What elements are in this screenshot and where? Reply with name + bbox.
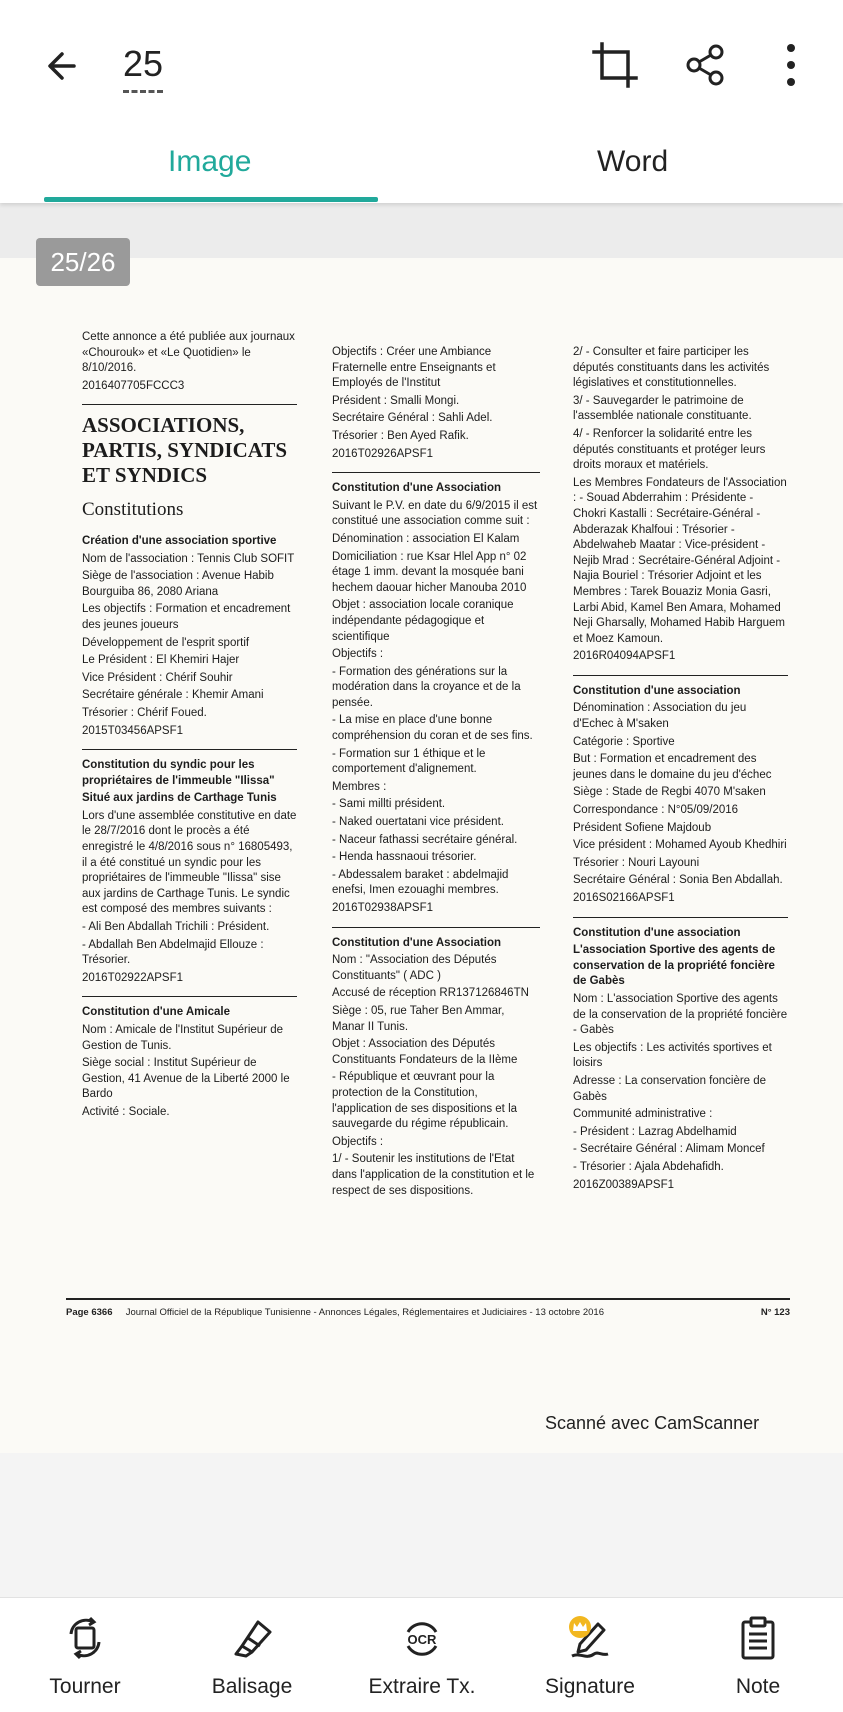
notice-line: - La mise en place d'une bonne compréhension du coran et de ses fins. <box>332 714 533 743</box>
notice-line: - Formation des générations sur la modération dans la croyance et de la pensée. <box>332 665 521 709</box>
notice-line: Nom : L'association Sportive des agents de la conservation de la propriété foncière - Gabès <box>573 992 788 1037</box>
notice-line: Trésorier : Chérif Foued. <box>82 706 207 719</box>
notice-line: - République et œuvrant pour la protection de la Constitution, l'application de ses dispositions et la sauvegarde du régime républicain. <box>332 1071 518 1131</box>
notice-line: Trésorier : Ben Ayed Rafik. <box>332 429 469 442</box>
ref-code: 2016T02938APSF1 <box>332 902 434 914</box>
notice-line: - Sami millti président. <box>332 798 446 811</box>
notice-line: 4/ - Renforcer la solidarité entre les députés constituants et protéger leurs droits moraux et matériels. <box>573 427 766 472</box>
svg-text:OCR: OCR <box>407 1632 437 1647</box>
notice-title: Constitution d'une Amicale <box>82 1006 230 1019</box>
notice-line: 1/ - Soutenir les institutions de l'Etat dans l'application de la constitution et le respect de ses dispositions. <box>332 1153 535 1197</box>
notice-line: Les objectifs : Formation et encadrement des jeunes joueurs <box>82 603 291 631</box>
active-tab-indicator <box>44 197 378 202</box>
share-icon[interactable] <box>680 40 730 90</box>
notice-title: Constitution d'une Association <box>332 936 502 949</box>
tab-image[interactable]: Image <box>168 145 252 178</box>
notice-line: Trésorier : Nouri Layouni <box>573 856 700 869</box>
top-bar <box>0 0 843 203</box>
notice-title: Constitution d'une association <box>573 926 741 939</box>
notice-line: Domiciliation : rue Ksar Hlel App n° 02 étage 1 imm. devant la mosquée bani hechem daouar hicher Manouba 2010 <box>332 550 527 594</box>
signature-label: Signature <box>545 1675 635 1698</box>
rotate-icon <box>63 1616 107 1660</box>
notice-line: Secrétaire Général : Sonia Ben Abdallah. <box>573 874 783 887</box>
tab-word[interactable]: Word <box>597 145 669 178</box>
notice-line: Siège social : Institut Supérieur de Gestion, 41 Avenue de la Liberté 2000 le Bardo <box>82 1057 290 1101</box>
notice-line: Développement de l'esprit sportif <box>82 636 250 649</box>
rotate-button[interactable] <box>10 1598 160 1712</box>
notice-line: Dénomination : Association du jeu d'Echec à M'saken <box>573 702 747 731</box>
notice-line: 3/ - Sauvegarder le patrimoine de l'assemblée nationale constituante. <box>573 394 752 423</box>
notice-subtitle: L'association Sportive des agents de conservation de la propriété foncière de Gabès <box>573 944 776 988</box>
notice-line: - Formation sur 1 éthique et le comportement d'alignement. <box>332 747 486 776</box>
ocr-icon <box>400 1616 444 1660</box>
doc-column-2 <box>332 345 540 1201</box>
footer-journal: Journal Officiel de la République Tunisienne - Annonces Légales, Réglementaires et Judiciaires - 13 octobre 2016 <box>125 1307 604 1318</box>
notice-line: Président : Smalli Mongi. <box>332 394 460 407</box>
ref-code: 2016S02166APSF1 <box>573 892 675 904</box>
notice-line: Vice président : Mohamed Ayoub Khedhiri <box>573 839 787 852</box>
notice-line: Dénomination : association El Kalam <box>332 532 520 545</box>
ocr-label: Extraire Tx. <box>368 1675 476 1698</box>
notice-line: Secrétaire Général : Sahli Adel. <box>332 412 493 425</box>
notice-line: 2/ - Consulter et faire participer les députés constituants dans les activités législatives et constitutionnelles. <box>573 346 770 390</box>
notice-line: - Henda hassnaoui trésorier. <box>332 851 477 864</box>
notice-line: Objectifs : <box>332 1135 384 1148</box>
notice-line: Président Sofiene Majdoub <box>573 821 712 834</box>
notice-line: Les objectifs : Les activités sportives et loisirs <box>573 1041 772 1070</box>
ref-code: 2015T03456APSF1 <box>82 724 184 737</box>
note-button[interactable] <box>683 1598 833 1712</box>
notice-line: Activité : Sociale. <box>82 1105 170 1118</box>
notice-line: Siège de l'association : Avenue Habib Bourguiba 86, 2080 Ariana <box>82 570 274 598</box>
doc-column-1 <box>82 330 297 1123</box>
notice-line: Accusé de réception RR137126846TN <box>332 987 529 1000</box>
page-footer <box>66 1307 790 1318</box>
notice-line: Nom : Amicale de l'Institut Supérieur de Gestion de Tunis. <box>82 1024 283 1052</box>
back-arrow-icon[interactable] <box>44 44 88 88</box>
camscanner-watermark: Scanné avec CamScanner <box>545 1413 760 1433</box>
rotate-label: Tourner <box>49 1675 121 1698</box>
page-counter-badge: 25/26 <box>36 238 130 286</box>
section-heading: ASSOCIATIONS, PARTIS, SYNDICATS ET SYNDICS <box>82 413 288 488</box>
note-clipboard-icon <box>736 1616 780 1660</box>
bottom-toolbar <box>0 1597 843 1712</box>
highlighter-icon <box>230 1616 274 1660</box>
ref-code: 2016407705FCCC3 <box>82 379 185 392</box>
notice-line: Objet : association locale coranique indépendante pédagogique et scientifique <box>332 599 514 643</box>
doc-column-3 <box>573 345 788 1195</box>
footer-rule <box>66 1298 790 1300</box>
notice-line: Catégorie : Sportive <box>573 735 675 748</box>
notice-line: - Abdallah Ben Abdelmajid Ellouze : Trésorier. <box>82 938 264 967</box>
notice-title: Constitution d'une Association <box>332 482 502 495</box>
notice-line: Le Président : El Khemiri Hajer <box>82 654 240 667</box>
ref-code: 2016Z00389APSF1 <box>573 1178 675 1191</box>
notice-title: Constitution du syndic pour les propriétaires de l'immeuble "Ilissa" <box>82 759 275 787</box>
notice-line: Nom de l'association : Tennis Club SOFIT <box>82 552 295 565</box>
ref-code: 2016R04094APSF1 <box>573 650 676 663</box>
notice-line: Siège : Stade de Regbi 4070 M'saken <box>573 786 766 799</box>
crop-icon[interactable] <box>590 40 640 90</box>
notice-line: Nom : "Association des Députés Constituants" ( ADC ) <box>332 954 497 982</box>
notice-line: Secrétaire générale : Khemir Amani <box>82 689 264 702</box>
page-number-field[interactable]: 25 <box>123 40 163 93</box>
notice-line: - Trésorier : Ajala Abdehafidh. <box>573 1160 724 1173</box>
notice-line: - Abdessalem baraket : abdelmajid enefsi, Imen ezouaghi membres. <box>332 868 509 897</box>
premium-crown-icon <box>568 1616 592 1638</box>
notice-line: Objectifs : <box>332 648 384 661</box>
section-subheading: Constitutions <box>82 499 184 521</box>
notice-line: Vice Président : Chérif Souhir <box>82 671 233 684</box>
ref-code: 2016T02922APSF1 <box>82 971 184 984</box>
markup-button[interactable] <box>177 1598 327 1712</box>
ref-code: 2016T02926APSF1 <box>332 447 434 460</box>
notice-line: Objectifs : Créer une Ambiance Fraternelle entre Enseignants et Employés de l'Institut <box>332 346 496 390</box>
footer-number: N° 123 <box>760 1307 790 1318</box>
ocr-button[interactable] <box>347 1598 497 1712</box>
notice-title: Création d'une association sportive <box>82 534 277 547</box>
notice-line: - Secrétaire Général : Alimam Moncef <box>573 1143 765 1156</box>
notice-subtitle: Situé aux jardins de Carthage Tunis <box>82 792 277 805</box>
signature-button[interactable] <box>515 1598 665 1712</box>
notice-line: Communité administrative : <box>573 1108 713 1121</box>
notice-line: Correspondance : N°05/09/2016 <box>573 804 739 817</box>
footer-page: Page 6366 <box>66 1307 113 1318</box>
notice-body: Lors d'une assemblée constitutive en date le 28/7/2016 dont le procès a été enregistré le 4/8/2016 sous n° 16805493, il a été constitué un syndic pour les propriétaires de l'immeuble "Ilissa" sise aux jardins de Carthage Tunis. Le syndic est composé des membres suivants : <box>82 809 297 916</box>
notice-line: - Président : Lazrag Abdelhamid <box>573 1125 737 1138</box>
notice-line: Les Membres Fondateurs de l'Association : - Souad Abderrahim : Présidente - Chokri Kastalli : Secrétaire-Général - Abderazak Khalfoui : Trésorier - Abdelwaheb Maatar : Vice-président - Nejib Mrad : Secrétaire-Général Adjoint - Najia Bouriel : Trésorier Adjoint et les Membres : Tarek Bouaziz Monia Gasri, Larbi Abid, Kamel Ben Amara, Mohamed Neji Gharsally, Mohamed Habib Harguem et Moez Kamoun. <box>573 476 787 645</box>
intro-text: Cette annonce a été publiée aux journaux «Chourouk» et «Le Quotidien» le 8/10/2016. <box>82 331 295 375</box>
note-label: Note <box>735 1675 781 1698</box>
notice-line: Adresse : La conservation foncière de Gabès <box>573 1074 767 1103</box>
notice-line: - Ali Ben Abdallah Trichili : Président. <box>82 921 270 934</box>
notice-line: Membres : <box>332 780 387 793</box>
notice-line: - Naceur fathassi secrétaire général. <box>332 833 518 846</box>
more-options-icon[interactable] <box>771 40 811 90</box>
notice-title: Constitution d'une association <box>573 684 741 697</box>
notice-line: Suivant le P.V. en date du 6/9/2015 il est constitué une association comme suit : <box>332 499 538 528</box>
notice-line: Objet : Association des Députés Constituants Fondateurs de la IIème <box>332 1038 518 1066</box>
markup-label: Balisage <box>211 1675 293 1698</box>
notice-line: Siège : 05, rue Taher Ben Ammar, Manar II Tunis. <box>332 1004 505 1033</box>
notice-line: - Naked ouertatani vice président. <box>332 816 504 829</box>
notice-line: But : Formation et encadrement des jeunes dans le domaine du jeu d'échec <box>573 753 772 781</box>
